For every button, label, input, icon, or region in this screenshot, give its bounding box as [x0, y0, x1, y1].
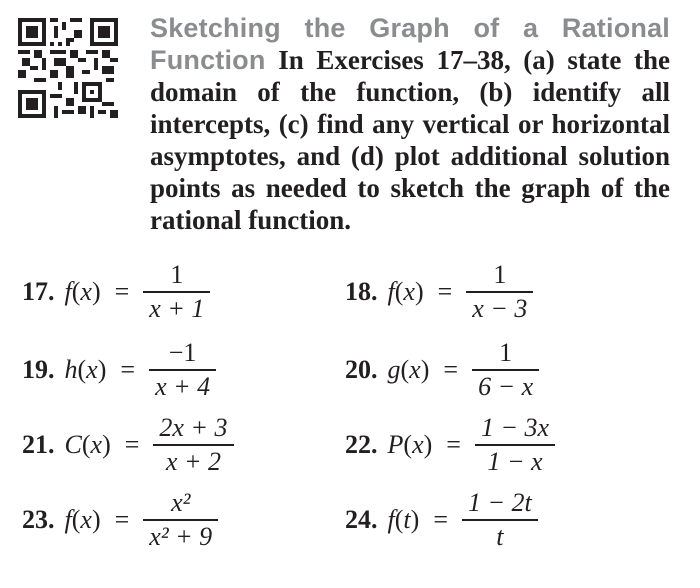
numerator: 1 − 3x: [480, 413, 550, 443]
function-name: f: [64, 277, 72, 306]
exercise-row: [0, 330, 700, 410]
function-name: f: [387, 505, 395, 534]
exercise-number: 24.: [345, 505, 378, 534]
denominator: x + 2: [165, 446, 221, 476]
exercise-22: 22. P(x) = $\frac{1 - 3x}{1 - x}$: [345, 405, 555, 485]
denominator: x − 3: [472, 293, 528, 323]
function-lhs: g(x): [387, 355, 430, 384]
function-name: h: [64, 355, 78, 384]
function-variable: x: [412, 430, 424, 459]
exercise-number: 23.: [22, 505, 55, 534]
numerator: 2x + 3: [159, 413, 228, 443]
denominator: t: [496, 521, 504, 551]
denominator: 6 − x: [478, 371, 534, 401]
fraction: [466, 259, 533, 325]
function-lhs: f(x): [64, 505, 101, 534]
numerator: −1: [168, 338, 197, 368]
instructions-text: In Exercises 17–38, (a) state the domain of the function, (b) identify all intercepts, (c) find any vertical or horizontal asymptotes, and (d) plot additional solution points as needed to sketch the graph of the rational function.: [150, 45, 670, 235]
fraction: [143, 487, 218, 553]
function-lhs: f(t): [387, 505, 420, 534]
function-name: f: [387, 277, 395, 306]
exercise-17: 17. f(x) = $\frac{1}{x + 1}$: [22, 252, 210, 332]
exercise-number: 20.: [345, 355, 378, 384]
function-variable: x: [80, 277, 92, 306]
exercise-23: 23. f(x) = $\frac{\text{x²}}{\text{x² + 9}}$: [22, 480, 218, 560]
exercise-row: [0, 480, 700, 560]
fraction: [153, 412, 233, 478]
denominator: x² + 9: [149, 521, 213, 551]
function-variable: t: [403, 505, 411, 534]
function-variable: x: [403, 277, 415, 306]
numerator: 1 − 2t: [467, 488, 532, 518]
exercise-header: [150, 12, 670, 236]
exercise-number: 19.: [22, 355, 55, 384]
numerator: 1: [170, 260, 184, 290]
function-lhs: f(x): [64, 277, 101, 306]
exercise-19: 19. h(x) = $\frac{-1}{x + 4}$: [22, 330, 216, 410]
function-variable: x: [80, 505, 92, 534]
function-lhs: h(x): [64, 355, 107, 384]
numerator: 1: [499, 338, 513, 368]
exercise-21: 21. C(x) = $\frac{2x + 3}{x + 2}$: [22, 405, 234, 485]
exercise-20: 20. g(x) = $\frac{1}{6 - x}$: [345, 330, 539, 410]
qr-code-icon: [18, 18, 118, 118]
function-lhs: P(x): [387, 430, 433, 459]
function-variable: x: [86, 355, 98, 384]
function-variable: x: [409, 355, 421, 384]
numerator: x²: [171, 488, 191, 518]
function-name: P: [387, 430, 404, 459]
fraction: [462, 487, 538, 553]
function-name: g: [387, 355, 401, 384]
function-name: C: [64, 430, 82, 459]
exercise-number: 17.: [22, 277, 55, 306]
fraction: [143, 259, 210, 325]
exercise-18: 18. f(x) = $\frac{1}{x - 3}$: [345, 252, 533, 332]
exercise-24: 24. f(t) = $\frac{1 - 2t}{t}$: [345, 480, 538, 560]
fraction: [149, 337, 216, 403]
exercise-number: 21.: [22, 430, 55, 459]
function-lhs: C(x): [64, 430, 111, 459]
section-heading: Sketching the Graph of a Rational Function: [150, 13, 670, 75]
exercise-number: 18.: [345, 277, 378, 306]
function-variable: x: [90, 430, 103, 459]
numerator: 1: [493, 260, 507, 290]
fraction: [475, 412, 555, 478]
denominator: 1 − x: [487, 446, 543, 476]
function-lhs: f(x): [387, 277, 424, 306]
denominator: x + 1: [149, 293, 205, 323]
exercise-number: 22.: [345, 430, 378, 459]
function-name: f: [64, 505, 72, 534]
exercise-row: [0, 252, 700, 332]
denominator: x + 4: [155, 371, 211, 401]
exercise-row: [0, 405, 700, 485]
fraction: [472, 337, 539, 403]
